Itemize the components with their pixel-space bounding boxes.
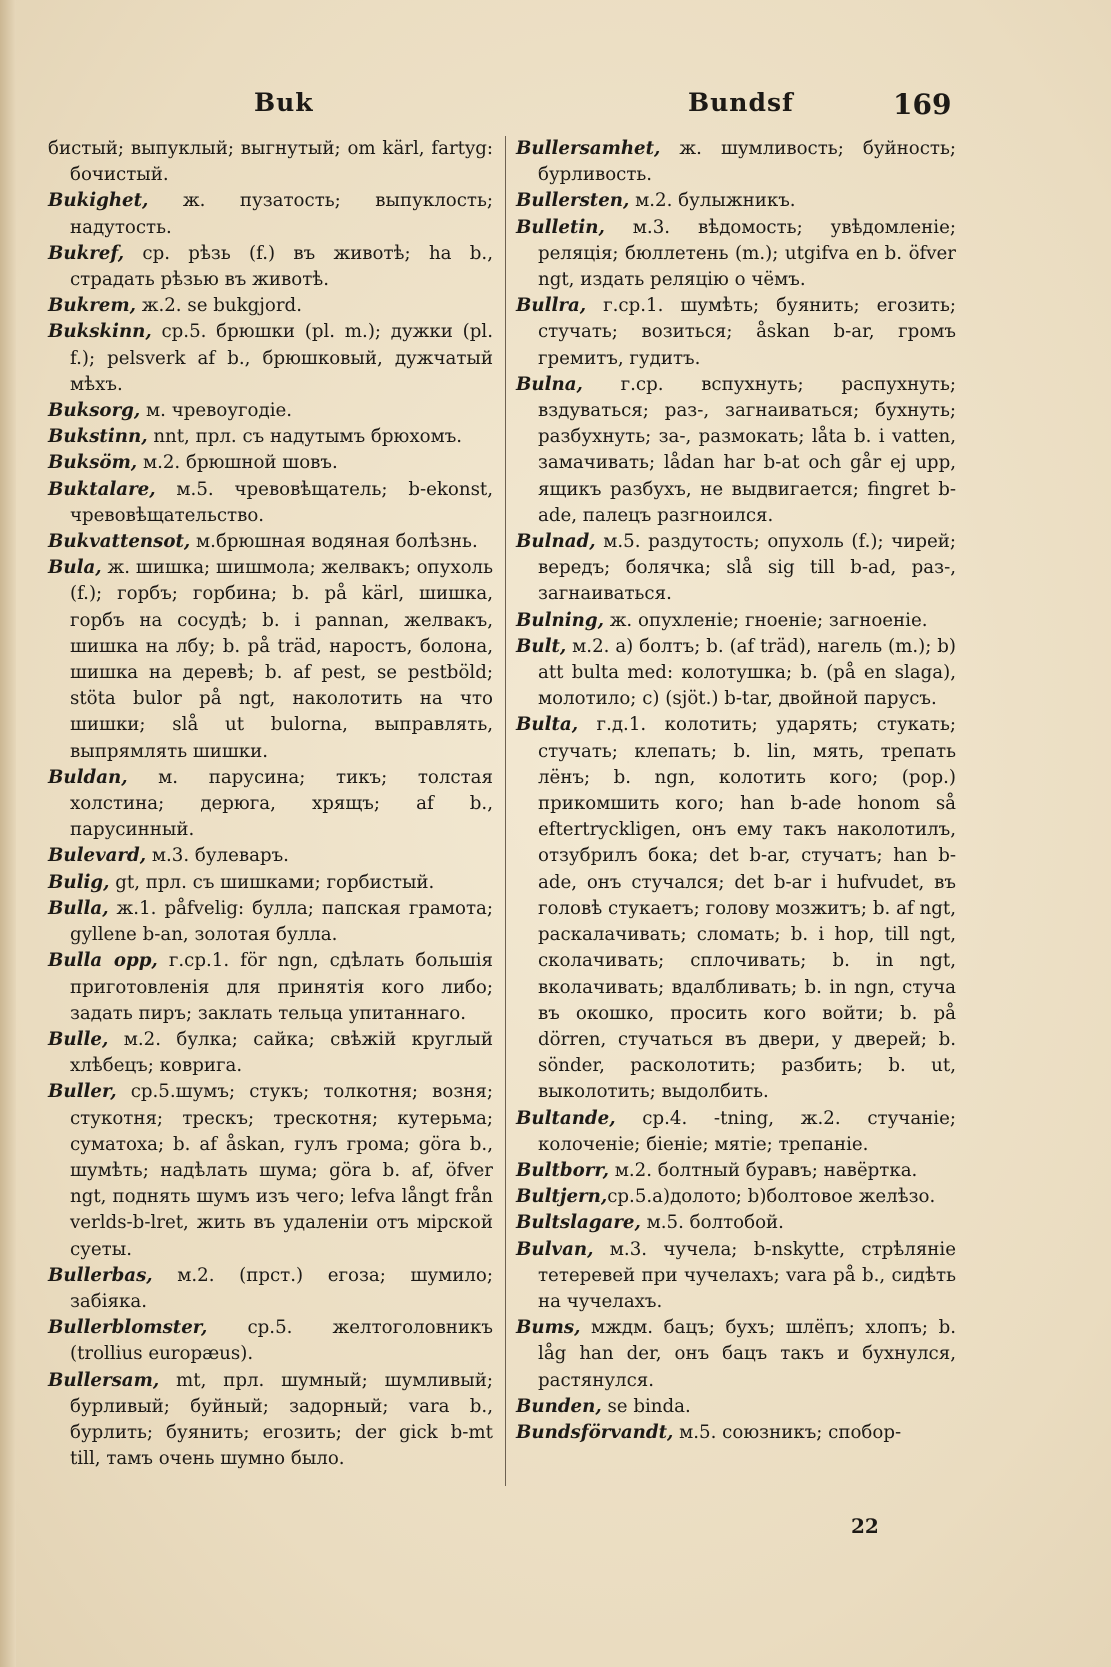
page-number: 169 — [893, 88, 952, 121]
definition: м.2. болтный буравъ; навёртка. — [608, 1159, 918, 1181]
headword: Bula, — [48, 557, 102, 579]
headword: Bullersten, — [516, 190, 630, 212]
dictionary-entry — [48, 870, 493, 896]
signature-mark: 22 — [851, 1514, 879, 1538]
definition: бистый; выпуклый; выгнутый; om kärl, fartyg: бочистый. — [48, 138, 493, 186]
headword: Bums, — [516, 1317, 581, 1339]
dictionary-entry — [48, 1079, 493, 1262]
dictionary-entry — [48, 319, 493, 398]
definition: м.2. булыжникъ. — [629, 190, 796, 212]
headword: Bulvan, — [516, 1238, 594, 1260]
headword: Bulla opp, — [48, 950, 158, 972]
dictionary-entry — [516, 1237, 956, 1316]
dictionary-entry — [48, 843, 493, 869]
dictionary-entry — [48, 896, 493, 948]
definition: nnt, прл. съ надутымъ брюхомъ. — [147, 426, 463, 448]
definition: ж. пузатость; выпуклость; надутость. — [70, 190, 493, 238]
definition: м.3. вѣдомость; увѣдомленіе; реляція; бюллетень (m.); utgifva en b. öfver ngt, издать реляцію о чёмъ. — [538, 216, 956, 291]
definition: г.д.1. колотить; ударять; стукать; стучать; клепать; b. lin, мять, трепать лёнъ; b. ngn, колотить кого; (pop.) прикомшить кого; han b-ade honom så eftertryckligen, онъ ему такъ наколотилъ, отзубрилъ бока; det b-ar, стучатъ; han b-ade, онъ стучался; det b-ar i hufvudet, въ головѣ стукаетъ; голову мозжитъ; b. af ngt, раскалачивать; сломать; b. i hop, till ngt, сколачивать; сплочивать; b. in ngt, вколачивать; вдалбливать; b. in ngn, стуча въ окошко, просить кого войти; b. på dörren, стучаться въ двери, у дверей; b. sönder, расколотить; разбить; b. ut, выколотить; выдолбить. — [538, 714, 956, 1103]
dictionary-entry — [48, 241, 493, 293]
headword: Buktalare, — [48, 478, 156, 500]
headword: Bulle, — [48, 1028, 109, 1050]
left-column — [48, 136, 493, 1472]
dictionary-entry — [48, 450, 493, 476]
headword: Bultande, — [516, 1107, 616, 1129]
definition: ср.5.a)долото; b)болтовое желѣзо. — [607, 1186, 936, 1208]
definition: м.брюшная водяная болѣзнь. — [190, 531, 478, 553]
definition: м.2. (прст.) егоза; шумило; забіяка. — [70, 1264, 493, 1312]
definition: м.5. союзникъ; спобор- — [673, 1421, 902, 1443]
headword: Bukrem, — [48, 295, 136, 317]
headword: Bullerblomster, — [48, 1317, 208, 1339]
dictionary-entry — [48, 1027, 493, 1079]
definition: м.5. болтобой. — [640, 1212, 784, 1234]
definition: м.3. булеваръ. — [146, 845, 289, 867]
dictionary-entry — [516, 1420, 956, 1446]
page-edge — [0, 0, 16, 1667]
headword: Bukvattensot, — [48, 531, 191, 553]
dictionary-entry — [48, 1263, 493, 1315]
left-running-head: Buk — [254, 88, 314, 117]
definition: ж.1. påfvelig: булла; папская грамота; gyllene b-an, золотая булла. — [70, 897, 493, 946]
dictionary-entry — [516, 372, 956, 529]
headword: Bulig, — [48, 871, 110, 893]
headword: Bundsförvandt, — [516, 1421, 674, 1443]
dictionary-entry — [516, 529, 956, 608]
definition: м.5. раздутость; опухоль (f.); чирей; вередъ; болячка; slå sig till b-ad, раз-, загнаиваться. — [538, 531, 956, 605]
definition: м.2. a) болтъ; b. (af träd), нагель (m.); b) att bulta med: колотушка; b. (på en slaga), молотило; c) (sjöt.) b-tar, двойной парусъ. — [538, 635, 956, 710]
headword: Buldan, — [48, 766, 128, 788]
headword: Bullersamhet, — [516, 138, 661, 159]
page-header — [0, 88, 1111, 128]
definition: м.2. булка; сайка; свѣжій круглый хлѣбецъ; коврига. — [70, 1028, 493, 1077]
definition: м.2. брюшной шовъ. — [137, 452, 338, 474]
dictionary-entry — [516, 608, 956, 634]
dictionary-entry — [516, 136, 956, 188]
definition: ж. шумливость; буйность; бурливость. — [538, 138, 956, 186]
headword: Bultborr, — [516, 1159, 609, 1181]
definition: ж. шишка; шишмола; желвакъ; опухоль (f.); горбъ; горбина; b. på kärl, шишка, горбъ на сосудѣ; b. i pannan, желвакъ, шишка на лбу; b. på träd, наростъ, болона, шишка на деревѣ; b. af pest, se pestböld; stöta bulor på ngt, наколотить на что шишки; slå ut bulorna, выправлять, выпрямлять шишки. — [70, 557, 493, 762]
headword: Bultjern, — [516, 1186, 608, 1208]
definition: gt, прл. съ шишками; горбистый. — [109, 871, 435, 893]
definition: г.ср. вспухнуть; распухнуть; вздуваться; раз-, загнаиваться; бухнуть; разбухнуть; за-, размокать; låta b. i vatten, замачивать; lådan har b-at och går ej upp, ящикъ разбухъ, не выдвигается; fingret b-ade, палецъ разгноился. — [538, 373, 956, 526]
dictionary-entry — [516, 1210, 956, 1236]
headword: Bulta, — [516, 714, 579, 736]
dictionary-entry — [48, 136, 493, 188]
definition: ср.5. брюшки (pl. m.); дужки (pl. f.); pelsverk af b., брюшковый, дужчатый мѣхъ. — [70, 321, 493, 395]
headword: Bulletin, — [516, 216, 605, 238]
headword: Bulevard, — [48, 845, 147, 867]
definition: ж. опухленіе; гноеніе; загноеніе. — [603, 609, 928, 631]
definition: м. чревоугодіе. — [140, 400, 293, 422]
definition: ср.5. желтоголовникъ (trollius europæus). — [70, 1317, 493, 1365]
dictionary-entry — [48, 188, 493, 240]
headword: Bukref, — [48, 242, 125, 264]
definition: г.ср.1. för ngn, сдѣлать большія приготовленія для принятія кого либо; задать пиръ; заклать тельца упитаннаго. — [70, 950, 493, 1024]
dictionary-entry — [516, 712, 956, 1105]
headword: Buksöm, — [48, 452, 138, 474]
dictionary-entry — [48, 477, 493, 529]
definition: м.3. чучела; b-nskytte, стрѣляніе тетеревей при чучелахъ; vara på b., сидѣть на чучелахъ. — [538, 1238, 956, 1312]
dictionary-entry — [516, 1158, 956, 1184]
dictionary-entry — [516, 1315, 956, 1394]
definition: ср.4. -tning, ж.2. стучаніе; колоченіе; біеніе; мятіе; трепаніе. — [538, 1107, 956, 1155]
definition: мждм. бацъ; бухъ; шлёпъ; хлопъ; b. låg han der, онъ бацъ такъ и бухнулся, растянулся. — [538, 1317, 956, 1391]
dictionary-entry — [516, 1184, 956, 1210]
definition: г.ср.1. шумѣть; буянить; егозить; стучать; возиться; åskan b-ar, громъ гремитъ, гудитъ. — [538, 295, 956, 369]
dictionary-entry — [516, 188, 956, 214]
headword: Bunden, — [516, 1395, 602, 1417]
headword: Buksorg, — [48, 400, 141, 422]
dictionary-entry — [516, 293, 956, 372]
headword: Bukskinn, — [48, 321, 152, 343]
dictionary-entry — [48, 398, 493, 424]
dictionary-entry — [48, 529, 493, 555]
definition: ж.2. se bukgjord. — [135, 295, 302, 317]
headword: Bulnad, — [516, 531, 596, 553]
dictionary-entry — [48, 293, 493, 319]
dictionary-entry — [516, 1106, 956, 1158]
dictionary-entry — [516, 215, 956, 294]
headword: Buller, — [48, 1081, 117, 1103]
definition: ср.5.шумъ; стукъ; толкотня; возня; стукотня; трескъ; трескотня; кутерьма; суматоха; b. af åskan, гулъ грома; göra b., шумѣть; надѣлать шума; göra b. af, öfver ngt, поднять шумъ изъ чего; lefva långt från verlds-b-lret, жить въ удаленіи отъ мірской суеты. — [70, 1081, 493, 1260]
right-column — [516, 136, 956, 1446]
dictionary-entry — [48, 948, 493, 1027]
headword: Bultslagare, — [516, 1212, 641, 1234]
headword: Bukighet, — [48, 190, 149, 212]
headword: Bulla, — [48, 897, 109, 919]
definition: ср. рѣзь (f.) въ животѣ; ha b., страдать рѣзью въ животѣ. — [70, 242, 493, 291]
dictionary-entry — [48, 1368, 493, 1473]
definition: м.5. чревовѣщатель; b-ekonst, чревовѣщательство. — [70, 478, 493, 526]
definition: se binda. — [601, 1395, 691, 1417]
headword: Bullerbas, — [48, 1264, 153, 1286]
headword: Bukstinn, — [48, 426, 148, 448]
dictionary-entry — [516, 1394, 956, 1420]
headword: Bult, — [516, 635, 567, 657]
dictionary-entry — [516, 634, 956, 713]
headword: Bulna, — [516, 373, 583, 395]
dictionary-entry — [48, 765, 493, 844]
dictionary-entry — [48, 424, 493, 450]
headword: Bullersam, — [48, 1369, 160, 1391]
dictionary-entry — [48, 555, 493, 765]
headword: Bullra, — [516, 295, 587, 317]
right-running-head: Bundsf — [688, 88, 794, 117]
definition: м. парусина; тикъ; толстая холстина; дерюга, хрящъ; af b., парусинный. — [70, 766, 493, 841]
definition: mt, прл. шумный; шумливый; бурливый; буйный; задорный; vara b., бурлить; буянить; егозить; der gick b-mt till, тамъ очень шумно было. — [70, 1369, 493, 1470]
headword: Bulning, — [516, 609, 604, 631]
dictionary-entry — [48, 1315, 493, 1367]
